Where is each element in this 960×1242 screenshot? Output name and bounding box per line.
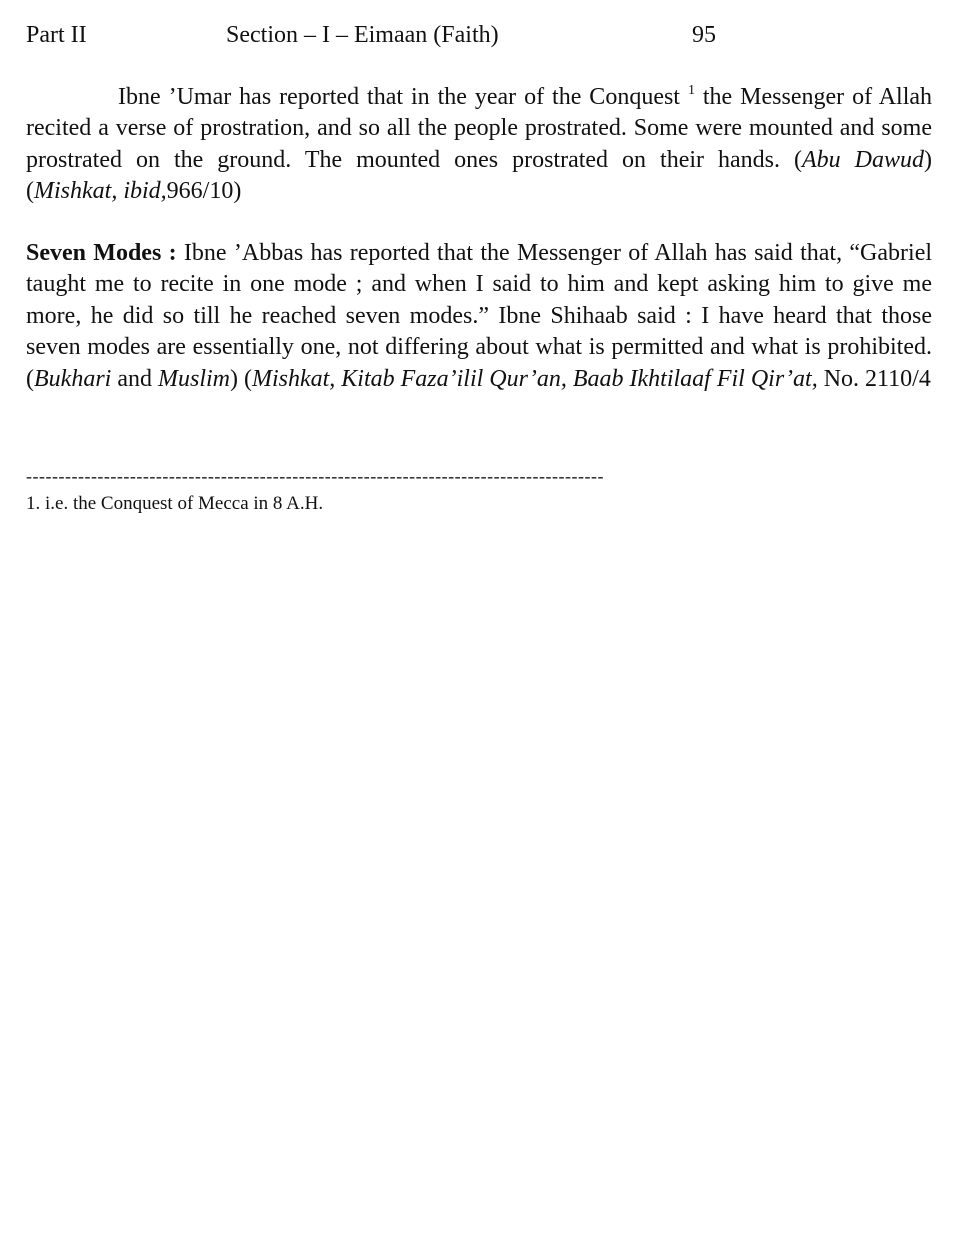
- footnote-reference: 1: [687, 83, 695, 98]
- paragraph2-body: Ibne ’Abbas has reported that the Messenger of Allah has said that, “Gabriel taught me to recite in one mode ; and when I said to him and kept asking him to give me more, he did so till he reached seven modes.” Ibne Shihaab said : I have heard that those seven modes are essentially one, not differing about what is permitted and what is prohibited. (: [26, 240, 933, 392]
- paragraph-seven-modes: [26, 238, 932, 395]
- footnote-text: 1. i.e. the Conquest of Mecca in 8 A.H.: [26, 493, 324, 514]
- paragraph2-and: and: [111, 365, 158, 392]
- source-mishkat-reference: Mishkat, Kitab Faza’ilil Qur’an, Baab Ikhtilaaf Fil Qir’at,: [251, 365, 818, 392]
- source-bukhari: Bukhari: [34, 365, 112, 392]
- paragraph-conquest-prostration: [26, 82, 932, 208]
- page-header: [26, 18, 936, 52]
- seven-modes-heading: Seven Modes :: [26, 240, 177, 266]
- footnote-separator: -----------------------------------------------------------------------------------------: [26, 466, 604, 486]
- paragraph2-mid: ) (: [229, 365, 252, 392]
- source-abu-dawud: Abu Dawud: [802, 146, 924, 173]
- paragraph1-text-end: 966/10): [166, 178, 242, 205]
- header-section-title: Section – I – Eimaan (Faith): [226, 22, 499, 48]
- paragraph1-text-start: Ibne ’Umar has reported that in the year of the Conquest: [118, 84, 688, 110]
- paragraph1-text-mid: ) (: [26, 146, 932, 205]
- source-mishkat-ibid: Mishkat, ibid,: [34, 178, 167, 205]
- source-muslim: Muslim: [157, 365, 230, 392]
- paragraph1-text-main: the Messenger of Allah recited a verse of prostration, and so all the people prostrated. Some were mounted and some prostrated on the ground. The mounted ones prostrated on their hands. (: [26, 84, 933, 173]
- paragraph2-end: No. 2110/4: [817, 365, 931, 392]
- page-number: 95: [692, 22, 716, 48]
- header-part: Part II: [26, 22, 87, 48]
